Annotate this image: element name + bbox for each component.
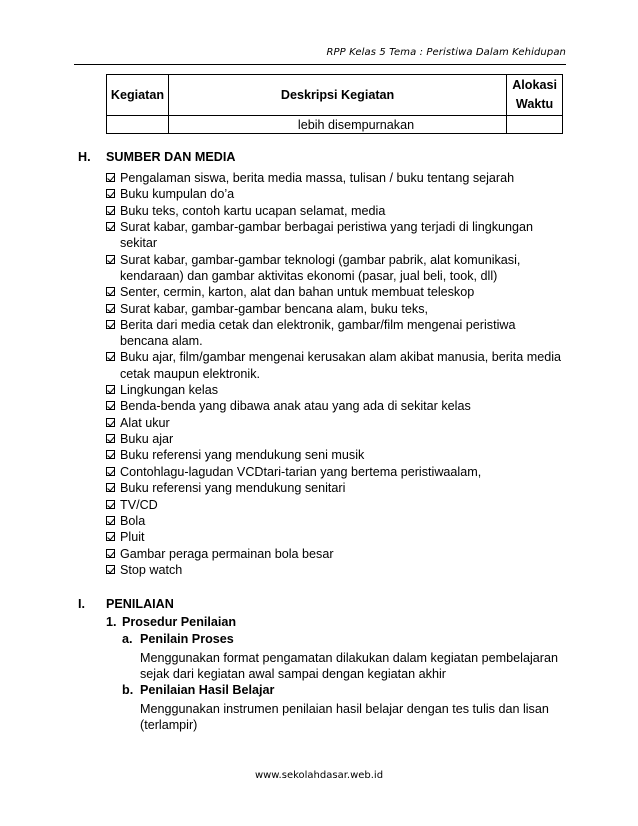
list-item bbox=[106, 252, 566, 284]
checkbox-checked-icon bbox=[106, 189, 115, 198]
checkbox-checked-icon bbox=[106, 385, 115, 394]
list-item bbox=[106, 431, 566, 447]
list-item-text: TV/CD bbox=[120, 497, 158, 512]
list-item-text: Surat kabar, gambar-gambar bencana alam, buku teks, bbox=[120, 301, 429, 316]
list-item bbox=[106, 480, 566, 496]
header-alokasi bbox=[507, 75, 563, 116]
list-item-text: Surat kabar, gambar-gambar teknologi (gambar pabrik, alat komunikasi, kendaraan) dan gambar aktivitas ekonomi (pasar, jual beli, took, dll) bbox=[120, 252, 521, 283]
table-row bbox=[107, 116, 563, 134]
checkbox-checked-icon bbox=[106, 549, 115, 558]
checkbox-checked-icon bbox=[106, 467, 115, 476]
checkbox-checked-icon bbox=[106, 287, 115, 296]
checkbox-checked-icon bbox=[106, 532, 115, 541]
checkbox-checked-icon bbox=[106, 255, 115, 264]
proses-title: Penilain Proses bbox=[140, 632, 234, 646]
hasil-text: Menggunakan instrumen penilaian hasil belajar dengan tes tulis dan lisan (terlampir) bbox=[140, 702, 549, 732]
list-item bbox=[106, 464, 566, 480]
header-alokasi-line2: Waktu bbox=[515, 97, 554, 111]
section-i-letter: I. bbox=[78, 597, 85, 611]
header-text: RPP Kelas 5 Tema : Peristiwa Dalam Kehidupan bbox=[326, 47, 566, 58]
list-item bbox=[106, 203, 566, 219]
list-item-text: Surat kabar, gambar-gambar berbagai peristiwa yang terjadi di lingkungan sekitar bbox=[120, 220, 534, 251]
footer-url: www.sekolahdasar.web.id bbox=[254, 770, 384, 781]
checkbox-checked-icon bbox=[106, 418, 115, 427]
table-cell bbox=[507, 116, 563, 134]
checkbox-checked-icon bbox=[106, 450, 115, 459]
list-item-text: Berita dari media cetak dan elektronik, gambar/film mengenai peristiwa bencana alam. bbox=[120, 317, 516, 349]
kegiatan-table bbox=[106, 74, 563, 134]
list-item bbox=[106, 562, 566, 578]
hasil-title: Penilaian Hasil Belajar bbox=[140, 683, 275, 697]
list-item-text: Contohlagu-lagudan VCDtari-tarian yang bertema peristiwaalam, bbox=[120, 464, 482, 479]
checkbox-checked-icon bbox=[106, 222, 115, 231]
header-rule bbox=[74, 64, 566, 65]
list-item-text: Stop watch bbox=[120, 563, 183, 578]
checkbox-checked-icon bbox=[106, 206, 115, 215]
header-alokasi-line1: Alokasi bbox=[512, 78, 557, 92]
list-item bbox=[106, 170, 566, 186]
list-item-text: Senter, cermin, karton, alat dan bahan untuk membuat teleskop bbox=[120, 285, 475, 300]
proses-text: Menggunakan format pengamatan dilakukan dalam kegiatan pembelajaran sejak dari kegiatan awal sampai dengan kegiatan akhir bbox=[140, 651, 558, 681]
list-item bbox=[106, 284, 566, 300]
table-cell: lebih disempurnakan bbox=[168, 116, 506, 134]
list-item bbox=[106, 398, 566, 414]
prosedur-number: 1. bbox=[106, 615, 117, 629]
list-item bbox=[106, 349, 566, 381]
checkbox-checked-icon bbox=[106, 565, 115, 574]
list-item-text: Gambar peraga permainan bola besar bbox=[120, 546, 334, 561]
proses-label: a. bbox=[122, 632, 133, 646]
list-item-text: Buku teks, contoh kartu ucapan selamat, media bbox=[120, 203, 386, 218]
list-item bbox=[106, 529, 566, 545]
checkbox-checked-icon bbox=[106, 434, 115, 443]
list-item bbox=[106, 513, 566, 529]
checkbox-checked-icon bbox=[106, 304, 115, 313]
list-item-text: Buku kumpulan do’a bbox=[120, 187, 235, 202]
list-item bbox=[106, 497, 566, 513]
checkbox-checked-icon bbox=[106, 320, 115, 329]
list-item-text: Buku ajar bbox=[120, 432, 174, 447]
list-item bbox=[106, 447, 566, 463]
table-header-row bbox=[107, 75, 563, 116]
list-item bbox=[106, 382, 566, 398]
section-h-letter: H. bbox=[78, 150, 91, 164]
list-item-text: Pluit bbox=[120, 530, 145, 545]
resource-list bbox=[106, 170, 566, 579]
list-item-text: Bola bbox=[120, 514, 146, 529]
checkbox-checked-icon bbox=[106, 483, 115, 492]
checkbox-checked-icon bbox=[106, 500, 115, 509]
checkbox-checked-icon bbox=[106, 516, 115, 525]
section-h-title: SUMBER DAN MEDIA bbox=[106, 150, 236, 164]
list-item-text: Buku referensi yang mendukung senitari bbox=[120, 481, 346, 496]
list-item bbox=[106, 546, 566, 562]
list-item bbox=[106, 219, 566, 251]
header-deskripsi: Deskripsi Kegiatan bbox=[168, 75, 506, 116]
list-item-text: Buku ajar, film/gambar mengenai kerusakan alam akibat manusia, berita media cetak maupun elektronik. bbox=[120, 350, 562, 381]
list-item-text: Alat ukur bbox=[120, 415, 170, 430]
header-kegiatan: Kegiatan bbox=[107, 75, 169, 116]
list-item bbox=[106, 415, 566, 431]
list-item bbox=[106, 301, 566, 317]
list-item-text: Buku referensi yang mendukung seni musik bbox=[120, 448, 365, 463]
prosedur-title: Prosedur Penilaian bbox=[122, 615, 237, 629]
list-item bbox=[106, 317, 566, 349]
checkbox-checked-icon bbox=[106, 173, 115, 182]
list-item bbox=[106, 186, 566, 202]
checkbox-checked-icon bbox=[106, 401, 115, 410]
table-cell bbox=[107, 116, 169, 134]
list-item-text: Benda-benda yang dibawa anak atau yang ada di sekitar kelas bbox=[120, 399, 471, 414]
checkbox-checked-icon bbox=[106, 352, 115, 361]
list-item-text: Pengalaman siswa, berita media massa, tulisan / buku tentang sejarah bbox=[120, 171, 515, 185]
hasil-label: b. bbox=[122, 683, 134, 697]
list-item-text: Lingkungan kelas bbox=[120, 382, 219, 397]
section-i-title: PENILAIAN bbox=[106, 597, 174, 611]
